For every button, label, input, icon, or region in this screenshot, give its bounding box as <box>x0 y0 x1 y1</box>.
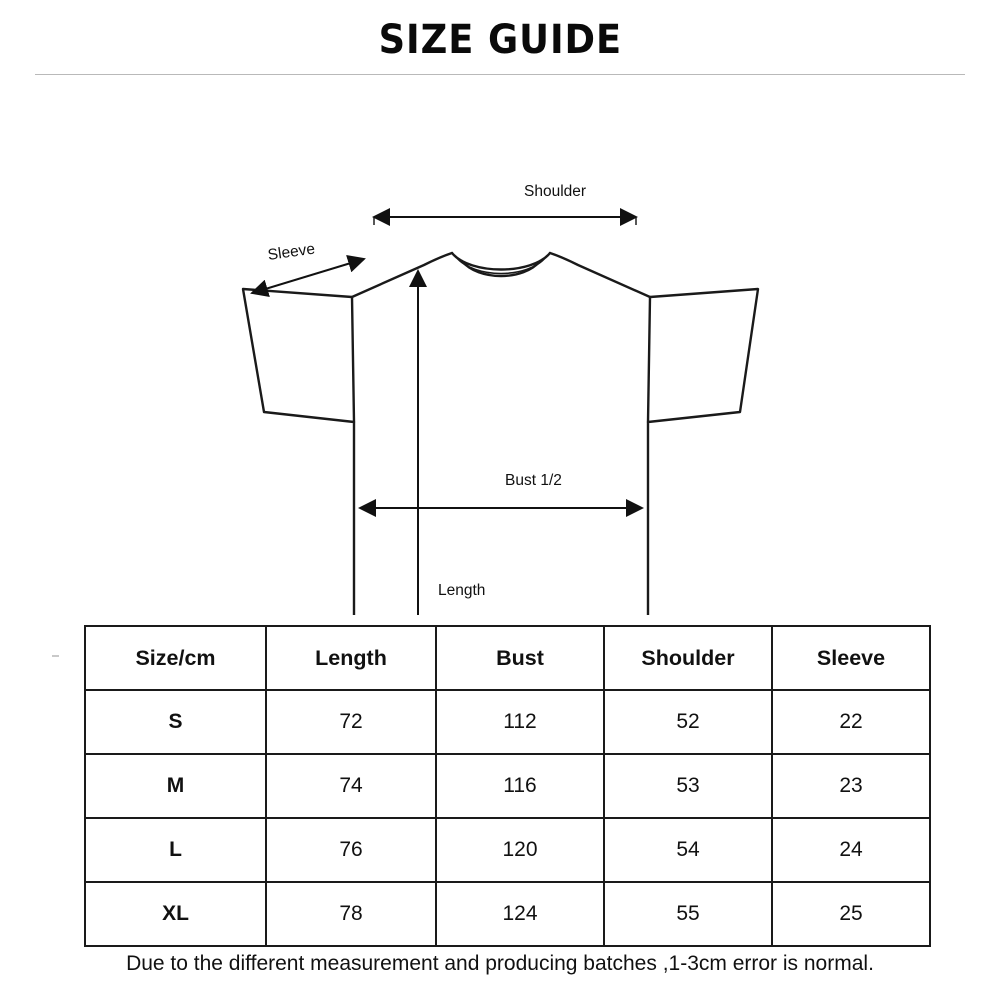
column-header-sleeve: Sleeve <box>772 626 930 690</box>
garment-diagram <box>0 75 1000 615</box>
cell-sleeve: 25 <box>772 882 930 946</box>
table-row <box>85 754 930 818</box>
cell-sleeve: 22 <box>772 690 930 754</box>
label-sleeve: Sleeve <box>266 240 317 264</box>
cell-shoulder: 52 <box>604 690 772 754</box>
cell-size: S <box>85 690 266 754</box>
label-shoulder: Shoulder <box>524 183 587 200</box>
size-table <box>84 625 931 947</box>
column-header-bust: Bust <box>436 626 604 690</box>
cell-shoulder: 55 <box>604 882 772 946</box>
cell-shoulder: 54 <box>604 818 772 882</box>
cell-bust: 112 <box>436 690 604 754</box>
cell-length: 74 <box>266 754 436 818</box>
cell-size: L <box>85 818 266 882</box>
page-header <box>0 0 1000 75</box>
edge-tick <box>52 655 59 657</box>
cell-size: XL <box>85 882 266 946</box>
cell-sleeve: 24 <box>772 818 930 882</box>
column-header-length: Length <box>266 626 436 690</box>
cell-length: 78 <box>266 882 436 946</box>
column-header-size: Size/cm <box>85 626 266 690</box>
cell-size: M <box>85 754 266 818</box>
cell-bust: 116 <box>436 754 604 818</box>
label-bust: Bust 1/2 <box>505 472 562 489</box>
cell-bust: 120 <box>436 818 604 882</box>
size-table-container <box>84 625 929 947</box>
cell-length: 72 <box>266 690 436 754</box>
table-header-row <box>85 626 930 690</box>
page-title: SIZE GUIDE <box>378 17 622 63</box>
cell-shoulder: 53 <box>604 754 772 818</box>
table-row <box>85 818 930 882</box>
column-header-shoulder: Shoulder <box>604 626 772 690</box>
cell-bust: 124 <box>436 882 604 946</box>
cell-sleeve: 23 <box>772 754 930 818</box>
table-row <box>85 690 930 754</box>
measurement-disclaimer: Due to the different measurement and producing batches ,1-3cm error is normal. <box>126 952 874 975</box>
tshirt-svg <box>0 75 1000 615</box>
label-length: Length <box>438 582 486 599</box>
table-row <box>85 882 930 946</box>
cell-length: 76 <box>266 818 436 882</box>
